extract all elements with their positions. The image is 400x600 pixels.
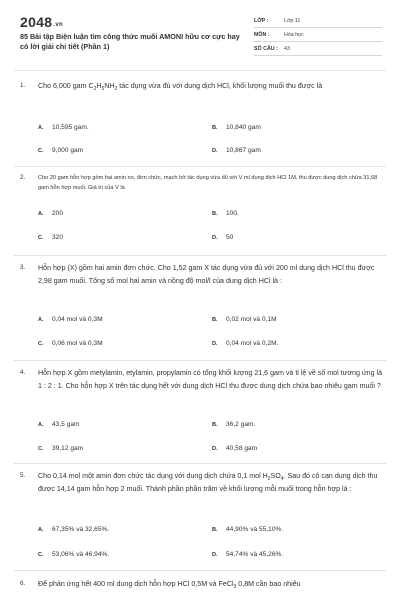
logo-suffix: .vn (53, 22, 63, 28)
option-text: 44,90% và 55,10%. (226, 526, 284, 533)
question-divider (14, 463, 386, 464)
subscript: 2 (267, 476, 271, 482)
logo-main: 2048 (20, 14, 53, 30)
question-text-part: Cho 0,14 mol một amin đơn chức tác dụng với dung dịch chứa 0,1 mol H (38, 472, 268, 480)
question-divider (14, 360, 386, 361)
option-text: 10,840 gam (226, 124, 261, 131)
option-d[interactable] (212, 147, 261, 154)
option-text: 9,000 gam (52, 147, 84, 154)
question-divider (14, 255, 386, 256)
meta-count-label: SỐ CÂU : (254, 46, 278, 52)
option-c[interactable] (38, 234, 63, 241)
option-text: 10,867 gam (226, 147, 261, 154)
question-text (38, 578, 383, 591)
option-text: 54,74% và 45,26%. (226, 551, 284, 558)
option-text: 200 (52, 210, 64, 217)
question-text-part: NH (104, 82, 115, 90)
option-text: 0,06 mol và 0,3M (52, 340, 103, 347)
option-b[interactable] (212, 421, 255, 428)
option-letter: C. (38, 446, 44, 452)
question-text-part: Để phản ứng hết 400 ml dung dịch hỗn hợp HCl 0,5M và FeCl (38, 580, 234, 588)
question-divider (14, 166, 386, 167)
question-text-part: Cho 6,000 gam C (38, 82, 94, 90)
option-d[interactable] (212, 445, 257, 452)
option-a[interactable] (38, 526, 109, 533)
option-a[interactable] (38, 124, 89, 131)
option-letter: C. (38, 148, 44, 154)
option-text: 40,58 gam (226, 445, 258, 452)
header-divider (14, 70, 386, 71)
question-number: 6. (20, 580, 26, 587)
option-text: 100. (226, 210, 239, 217)
option-letter: D. (212, 341, 218, 347)
question-number: 3. (20, 264, 26, 271)
option-letter: B. (212, 211, 218, 217)
subscript: 3 (233, 584, 237, 590)
option-text: 320 (52, 234, 64, 241)
option-letter: B. (212, 527, 218, 533)
option-text: 36,2 gam. (226, 421, 256, 428)
option-b[interactable] (212, 210, 239, 217)
meta-underline (254, 27, 382, 28)
subscript: 4 (280, 476, 284, 482)
option-b[interactable] (212, 526, 283, 533)
document-header (0, 0, 400, 70)
question-number: 5. (20, 472, 26, 479)
subscript: 2 (93, 86, 97, 92)
question-text-part: H (96, 82, 102, 90)
meta-underline (254, 55, 382, 56)
subscript: 5 (101, 86, 105, 92)
question-text-part: tác dụng vừa đủ với dung dịch HCl, khối lượng muối thu được là (117, 82, 323, 90)
question-text: Hỗn hợp X gồm metylamin, etylamin, propylamin có tổng khối lượng 21,6 gam và tỉ lệ về số mol tương ứng là 1 : 2 : 1. Cho hỗn hợp X trên tác dụng hết với dung dịch HCl thu được dung dịch chứa bao nhiêu gam muối ? (38, 369, 383, 390)
option-letter: B. (212, 125, 218, 131)
option-c[interactable] (38, 147, 83, 154)
meta-underline (254, 41, 382, 42)
question-text-part: 0,8M cần bao nhiêu (236, 580, 301, 588)
option-c[interactable] (38, 340, 103, 347)
option-letter: B. (212, 422, 218, 428)
question-number: 1. (20, 82, 26, 89)
option-d[interactable] (212, 340, 278, 347)
option-letter: D. (212, 446, 218, 452)
option-a[interactable] (38, 210, 63, 217)
option-text: 10,595 gam. (52, 124, 89, 131)
meta-class-label: LỚP : (254, 18, 269, 24)
option-letter: B. (212, 317, 218, 323)
option-d[interactable] (212, 551, 283, 558)
site-logo[interactable] (20, 14, 63, 30)
option-text: 0,04 mol và 0,2M. (226, 340, 279, 347)
option-text: 0,02 mol và 0,1M (226, 316, 277, 323)
option-letter: A. (38, 422, 44, 428)
question-text: Cho 20 gam hỗn hợp gồm hai amin no, đơn chức, mạch hở tác dụng vừa đủ với V ml dung dịch HCl 1M, thu được dung dịch chứa 31,68 gam hỗn hợp muối. Giá trị của V là (38, 175, 378, 191)
document-title: 85 Bài tập Biện luận tìm công thức muối AMONI hữu cơ cực hay có lời giải chi tiết (Phần 1) (20, 32, 240, 51)
option-letter: A. (38, 527, 44, 533)
option-letter: A. (38, 317, 44, 323)
meta-subject-label: MÔN : (254, 32, 270, 38)
option-letter: D. (212, 148, 218, 154)
question-divider (14, 570, 386, 571)
question-text-part: SO (270, 472, 281, 480)
option-letter: A. (38, 125, 44, 131)
option-letter: C. (38, 235, 44, 241)
subscript: 2 (114, 86, 118, 92)
option-letter: C. (38, 341, 44, 347)
option-letter: C. (38, 552, 44, 558)
option-b[interactable] (212, 124, 261, 131)
question-text-part: . Sau đó cô cạn dung dịch thu được 14,14 gam hỗn hợp 2 muối. Thành phần phần trăm về khối lượng mỗi muối trong hỗn hợp là : (38, 472, 378, 493)
meta-count-value: 43 (284, 46, 290, 52)
meta-subject-value: Hóa học (284, 32, 304, 38)
option-text: 67,35% và 32,65%. (52, 526, 110, 533)
option-text: 43,5 gam (52, 421, 80, 428)
option-b[interactable] (212, 316, 277, 323)
option-text: 39,12 gam (52, 445, 84, 452)
meta-class-value: Lớp 11 (284, 18, 301, 24)
option-c[interactable] (38, 445, 83, 452)
question-number: 2. (20, 174, 26, 181)
option-d[interactable] (212, 234, 233, 241)
option-text: 53,06% và 46,94%. (52, 551, 110, 558)
option-letter: D. (212, 235, 218, 241)
option-text: 50 (226, 234, 234, 241)
question-text (38, 470, 383, 495)
option-letter: D. (212, 552, 218, 558)
option-c[interactable] (38, 551, 109, 558)
option-a[interactable] (38, 421, 80, 428)
question-text (38, 80, 383, 93)
question-number: 4. (20, 369, 26, 376)
option-text: 0,04 mol và 0,3M (52, 316, 103, 323)
option-letter: A. (38, 211, 44, 217)
option-a[interactable] (38, 316, 103, 323)
question-text: Hỗn hợp (X) gồm hai amin đơn chức. Cho 1,52 gam X tác dụng vừa đủ với 200 ml dung dịch HCl thu được 2,98 gam muối. Tổng số mol hai amin và nồng độ mol/l của dung dịch HCl là : (38, 264, 375, 285)
